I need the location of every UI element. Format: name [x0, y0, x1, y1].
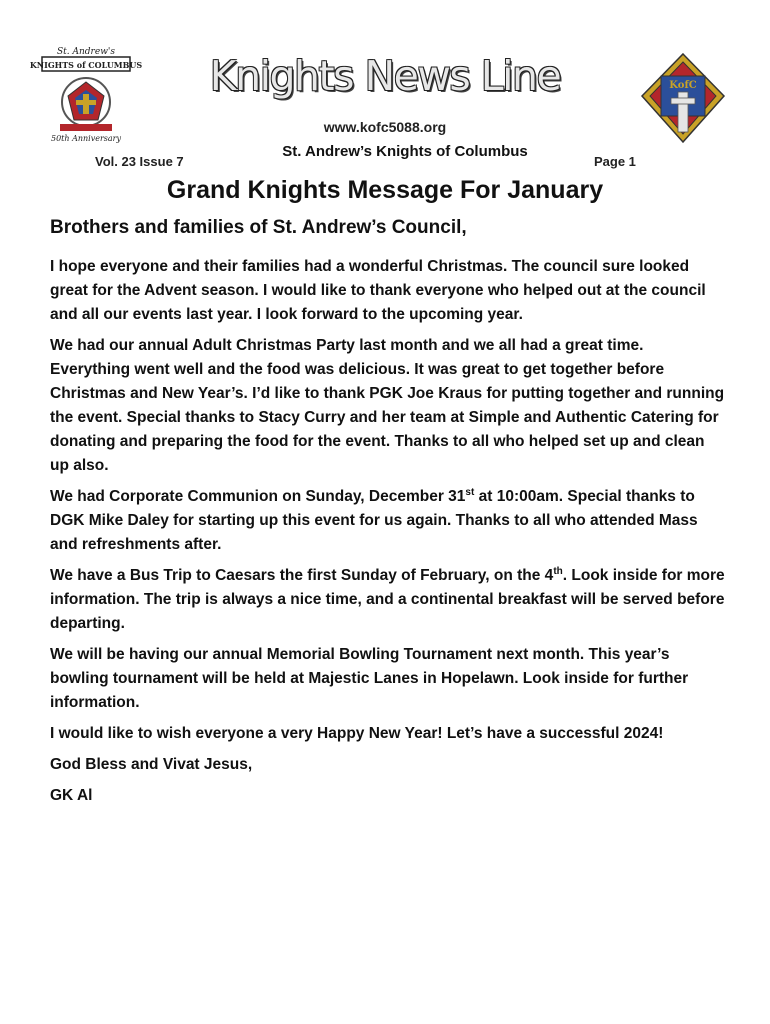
volume-issue: Vol. 23 Issue 7 — [95, 154, 184, 169]
article-salutation: Brothers and families of St. Andrew’s Council, — [50, 217, 467, 238]
article-body — [50, 255, 726, 815]
logo-anniversary: 50th Anniversary — [50, 134, 122, 143]
page-number: Page 1 — [594, 154, 636, 169]
paragraph-party: We had our annual Adult Christmas Party last month and we all had a great time. Everything went well and the food was delicious. It was great to get together before Christmas and New Year’s. I’d like to thank PGK Joe Kraus for putting together and running the event. Special thanks to Stacy Curry and her team at Simple and Authentic Catering for donating and preparing the food for the event. Thanks to all who helped set up and clean up also. — [50, 337, 725, 474]
logo-council-name: St. Andrew's — [57, 47, 115, 57]
newsletter-title: Knights News Line — [209, 52, 561, 100]
paragraph-bowling: We will be having our annual Memorial Bowling Tournament next month. This year’s bowling tournament will be held at Majestic Lanes in Hopelawn. Look inside for further information. — [50, 646, 689, 711]
emblem-letters: KofC — [669, 80, 697, 91]
kofc-emblem — [638, 52, 728, 144]
paragraph-bus-trip: We have a Bus Trip to Caesars the first Sunday of February, on the 4th. Look inside for more information. The trip is always a nice time, and a continental breakfast will be served before departing. — [50, 565, 725, 632]
council-subtitle: St. Andrew’s Knights of Columbus — [282, 143, 528, 160]
signature: GK Al — [50, 787, 93, 804]
council-anniversary-logo — [29, 44, 143, 152]
paragraph-wishes: I would like to wish everyone a very Happy New Year! Let’s have a successful 2024! — [50, 725, 664, 742]
paragraph-communion: We had Corporate Communion on Sunday, December 31st at 10:00am. Special thanks to DGK Mike Daley for starting up this event for us again. Thanks to all who attended Mass and refreshments after. — [50, 486, 698, 553]
article-headline: Grand Knights Message For January — [166, 176, 604, 204]
paragraph-christmas: I hope everyone and their families had a wonderful Christmas. The council sure looked great for the Advent season. I would like to thank everyone who helped out at the council and all our events last year. I look forward to the upcoming year. — [50, 258, 706, 323]
closing-line: God Bless and Vivat Jesus, — [50, 756, 253, 773]
logo-order-name: KNIGHTS of COLUMBUS — [29, 60, 143, 70]
website-url[interactable]: www.kofc5088.org — [323, 119, 447, 135]
